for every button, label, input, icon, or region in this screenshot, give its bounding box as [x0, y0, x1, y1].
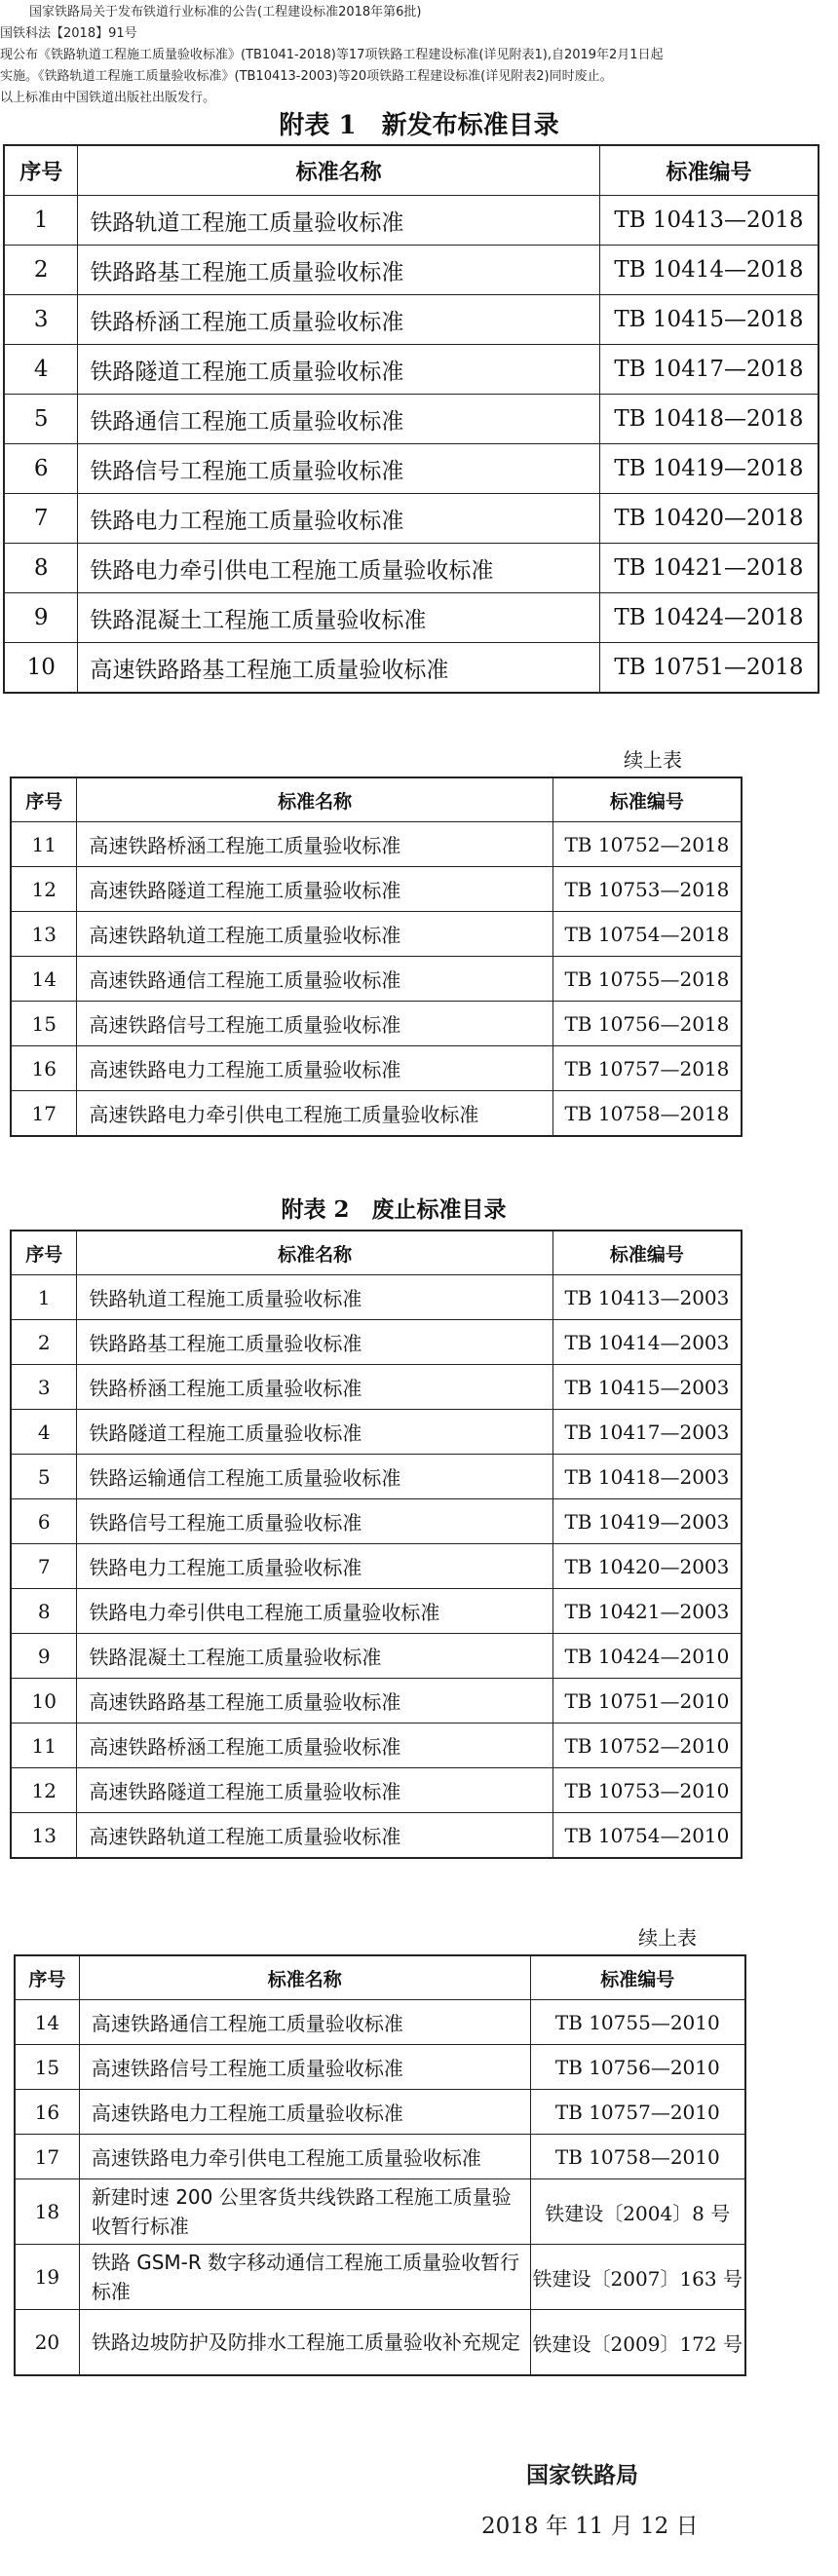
row-number: 15 [11, 1002, 77, 1046]
row-number: 9 [4, 593, 78, 643]
standard-name: 铁路桥涵工程施工质量验收标准 [77, 1365, 552, 1410]
standard-name: 铁路电力工程施工质量验收标准 [77, 1544, 552, 1589]
table-row [15, 2000, 745, 2045]
standard-code: 铁建设〔2007〕163 号 [530, 2245, 745, 2310]
table-row [15, 2045, 745, 2090]
standard-code: TB 10417—2018 [599, 345, 819, 395]
table-row [4, 444, 819, 494]
standard-name: 铁路边坡防护及防排水工程施工质量验收补充规定 [79, 2310, 530, 2376]
header-line-5: 以上标准由中国铁道出版社出版发行。 [0, 91, 216, 105]
standard-name: 高速铁路桥涵工程施工质量验收标准 [77, 822, 552, 867]
row-number: 4 [4, 345, 78, 395]
standard-name: 高速铁路轨道工程施工质量验收标准 [77, 1813, 552, 1859]
row-number: 17 [15, 2135, 79, 2179]
standard-name: 铁路运输通信工程施工质量验收标准 [77, 1455, 552, 1499]
table-row [11, 1813, 742, 1859]
standard-name: 高速铁路电力牵引供电工程施工质量验收标准 [77, 1091, 552, 1137]
table-row [11, 1275, 742, 1320]
table-row [11, 1455, 742, 1499]
standard-code: TB 10751—2018 [599, 643, 819, 694]
row-number: 4 [11, 1410, 77, 1455]
standard-code: TB 10758—2010 [530, 2135, 745, 2179]
standard-name: 高速铁路电力工程施工质量验收标准 [79, 2090, 530, 2135]
table-row [11, 1724, 742, 1768]
column-header-name: 标准名称 [79, 1955, 530, 2000]
standard-code: TB 10754—2010 [552, 1813, 742, 1859]
row-number: 1 [4, 196, 78, 246]
column-header-name: 标准名称 [77, 1231, 552, 1275]
table-row [11, 1320, 742, 1365]
column-header-name: 标准名称 [77, 777, 552, 822]
row-number: 13 [11, 912, 77, 957]
standard-code: TB 10752—2018 [552, 822, 742, 867]
table-row [15, 2245, 745, 2310]
standard-name: 铁路路基工程施工质量验收标准 [77, 1320, 552, 1365]
table-row [11, 1410, 742, 1455]
new-standards-table [3, 144, 819, 694]
standard-code: TB 10421—2018 [599, 544, 819, 593]
standard-code: TB 10421—2003 [552, 1589, 742, 1634]
row-number: 7 [11, 1544, 77, 1589]
standard-code: TB 10755—2010 [530, 2000, 745, 2045]
table-row [11, 1679, 742, 1724]
table-row [11, 867, 742, 912]
table-row [11, 957, 742, 1002]
table-row [11, 1634, 742, 1679]
standard-name: 高速铁路隧道工程施工质量验收标准 [77, 1768, 552, 1813]
row-number: 10 [4, 643, 78, 694]
standard-code: TB 10757—2010 [530, 2090, 745, 2135]
table-row [4, 246, 819, 295]
column-header-no: 序号 [4, 145, 78, 196]
standard-name: 铁路混凝土工程施工质量验收标准 [78, 593, 599, 643]
abolished-standards-table [10, 1230, 743, 1859]
column-header-code: 标准编号 [599, 145, 819, 196]
table-row [4, 494, 819, 544]
row-number: 18 [15, 2179, 79, 2245]
table-row [15, 2090, 745, 2135]
standard-code: TB 10415—2003 [552, 1365, 742, 1410]
standard-name: 铁路隧道工程施工质量验收标准 [77, 1410, 552, 1455]
issue-date: 2018 年 11 月 12 日 [481, 2514, 699, 2539]
table-row [11, 1499, 742, 1544]
row-number: 11 [11, 822, 77, 867]
standard-code: TB 10413—2018 [599, 196, 819, 246]
standard-name: 高速铁路轨道工程施工质量验收标准 [77, 912, 552, 957]
standard-name: 铁路桥涵工程施工质量验收标准 [78, 295, 599, 345]
table-row [11, 1768, 742, 1813]
row-number: 15 [15, 2045, 79, 2090]
row-number: 10 [11, 1679, 77, 1724]
standard-code: 铁建设〔2009〕172 号 [530, 2310, 745, 2376]
column-header-name: 标准名称 [78, 145, 599, 196]
standard-name: 铁路通信工程施工质量验收标准 [78, 395, 599, 444]
standard-code: 铁建设〔2004〕8 号 [530, 2179, 745, 2245]
standard-code: TB 10418—2003 [552, 1455, 742, 1499]
table-row [11, 1365, 742, 1410]
standard-code: TB 10753—2018 [552, 867, 742, 912]
standard-code: TB 10414—2018 [599, 246, 819, 295]
header-line-3: 现公布《铁路轨道工程施工质量验收标准》(TB1041-2018)等17项铁路工程建设标准(详见附表1),自2019年2月1日起 [0, 48, 664, 62]
standard-code: TB 10757—2018 [552, 1046, 742, 1091]
standard-name: 铁路 GSM-R 数字移动通信工程施工质量验收暂行标准 [79, 2245, 530, 2310]
row-number: 19 [15, 2245, 79, 2310]
row-number: 16 [11, 1046, 77, 1091]
column-header-no: 序号 [15, 1955, 79, 2000]
row-number: 2 [4, 246, 78, 295]
standard-code: TB 10755—2018 [552, 957, 742, 1002]
row-number: 20 [15, 2310, 79, 2376]
standard-name: 高速铁路信号工程施工质量验收标准 [79, 2045, 530, 2090]
column-header-no: 序号 [11, 1231, 77, 1275]
row-number: 17 [11, 1091, 77, 1137]
standard-code: TB 10756—2018 [552, 1002, 742, 1046]
column-header-code: 标准编号 [530, 1955, 745, 2000]
row-number: 3 [11, 1365, 77, 1410]
standard-name: 铁路电力工程施工质量验收标准 [78, 494, 599, 544]
standard-code: TB 10415—2018 [599, 295, 819, 345]
standard-code: TB 10424—2018 [599, 593, 819, 643]
standard-code: TB 10751—2010 [552, 1679, 742, 1724]
table1-continued-label: 续上表 [624, 748, 682, 772]
table-row [15, 2135, 745, 2179]
standard-code: TB 10418—2018 [599, 395, 819, 444]
table-row [11, 822, 742, 867]
standard-name: 高速铁路桥涵工程施工质量验收标准 [77, 1724, 552, 1768]
table2-continued-label: 续上表 [638, 1926, 697, 1950]
table-row [4, 544, 819, 593]
table-row [11, 1544, 742, 1589]
standard-code: TB 10754—2018 [552, 912, 742, 957]
standard-name: 高速铁路路基工程施工质量验收标准 [78, 643, 599, 694]
standard-name: 铁路信号工程施工质量验收标准 [77, 1499, 552, 1544]
table-row [4, 295, 819, 345]
abolished-standards-table-continued [14, 1954, 746, 2376]
row-number: 6 [11, 1499, 77, 1544]
row-number: 7 [4, 494, 78, 544]
row-number: 16 [15, 2090, 79, 2135]
standard-name: 高速铁路隧道工程施工质量验收标准 [77, 867, 552, 912]
issuer: 国家铁路局 [526, 2462, 638, 2488]
row-number: 8 [11, 1589, 77, 1634]
standard-code: TB 10420—2018 [599, 494, 819, 544]
row-number: 2 [11, 1320, 77, 1365]
table-row [4, 196, 819, 246]
standard-name: 铁路隧道工程施工质量验收标准 [78, 345, 599, 395]
row-number: 14 [15, 2000, 79, 2045]
row-number: 1 [11, 1275, 77, 1320]
table-row [11, 1002, 742, 1046]
row-number: 12 [11, 867, 77, 912]
standard-name: 高速铁路电力牵引供电工程施工质量验收标准 [79, 2135, 530, 2179]
standard-name: 高速铁路电力工程施工质量验收标准 [77, 1046, 552, 1091]
standard-code: TB 10413—2003 [552, 1275, 742, 1320]
row-number: 8 [4, 544, 78, 593]
column-header-no: 序号 [11, 777, 77, 822]
standard-name: 铁路信号工程施工质量验收标准 [78, 444, 599, 494]
standard-code: TB 10419—2018 [599, 444, 819, 494]
standard-name: 铁路混凝土工程施工质量验收标准 [77, 1634, 552, 1679]
table-row [15, 2179, 745, 2245]
table-row [11, 1091, 742, 1137]
table-row [15, 2310, 745, 2376]
standard-name: 高速铁路通信工程施工质量验收标准 [79, 2000, 530, 2045]
standard-code: TB 10424—2010 [552, 1634, 742, 1679]
table-row [4, 593, 819, 643]
standard-name: 新建时速 200 公里客货共线铁路工程施工质量验收暂行标准 [79, 2179, 530, 2245]
table-row [4, 395, 819, 444]
row-number: 13 [11, 1813, 77, 1859]
row-number: 14 [11, 957, 77, 1002]
standard-name: 铁路轨道工程施工质量验收标准 [77, 1275, 552, 1320]
standard-code: TB 10419—2003 [552, 1499, 742, 1544]
row-number: 12 [11, 1768, 77, 1813]
standard-code: TB 10414—2003 [552, 1320, 742, 1365]
table-row [4, 345, 819, 395]
table2-title: 附表 2 废止标准目录 [281, 1196, 507, 1223]
table1-title: 附表 1 新发布标准目录 [279, 111, 559, 140]
new-standards-table-continued [10, 777, 743, 1137]
standard-code: TB 10753—2010 [552, 1768, 742, 1813]
header-line-2: 国铁科法【2018】91号 [0, 26, 137, 41]
column-header-code: 标准编号 [552, 1231, 742, 1275]
row-number: 6 [4, 444, 78, 494]
standard-name: 铁路电力牵引供电工程施工质量验收标准 [77, 1589, 552, 1634]
standard-code: TB 10420—2003 [552, 1544, 742, 1589]
row-number: 5 [11, 1455, 77, 1499]
standard-name: 高速铁路路基工程施工质量验收标准 [77, 1679, 552, 1724]
row-number: 9 [11, 1634, 77, 1679]
row-number: 3 [4, 295, 78, 345]
standard-name: 铁路电力牵引供电工程施工质量验收标准 [78, 544, 599, 593]
table-row [4, 643, 819, 694]
standard-code: TB 10758—2018 [552, 1091, 742, 1137]
row-number: 11 [11, 1724, 77, 1768]
header-line-4: 实施。《铁路轨道工程施工质量验收标准》(TB10413-2003)等20项铁路工程建设标准(详见附表2)同时废止。 [0, 69, 613, 84]
table-row [11, 912, 742, 957]
standard-code: TB 10756—2010 [530, 2045, 745, 2090]
standard-name: 铁路路基工程施工质量验收标准 [78, 246, 599, 295]
standard-name: 铁路轨道工程施工质量验收标准 [78, 196, 599, 246]
header-line-1: 国家铁路局关于发布铁道行业标准的公告(工程建设标准2018年第6批) [29, 5, 422, 19]
table-row [11, 1589, 742, 1634]
table-row [11, 1046, 742, 1091]
row-number: 5 [4, 395, 78, 444]
standard-name: 高速铁路信号工程施工质量验收标准 [77, 1002, 552, 1046]
column-header-code: 标准编号 [552, 777, 742, 822]
standard-code: TB 10752—2010 [552, 1724, 742, 1768]
standard-code: TB 10417—2003 [552, 1410, 742, 1455]
standard-name: 高速铁路通信工程施工质量验收标准 [77, 957, 552, 1002]
